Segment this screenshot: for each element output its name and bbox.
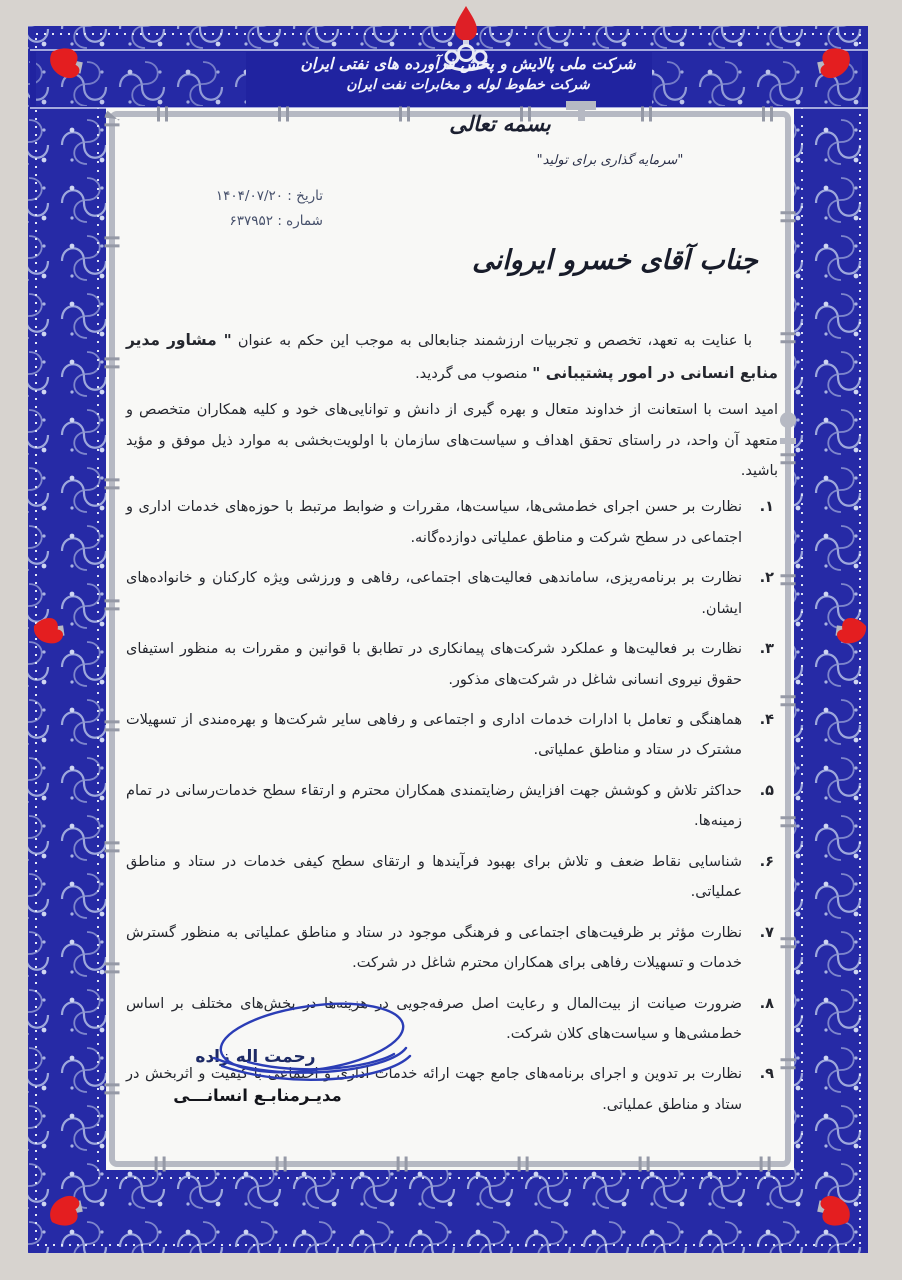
duty-text: نظارت مؤثر بر ظرفیت‌های اجتماعی و فرهنگی موجود در ستاد و مناطق عملیاتی به منظور گسترش خدمات و تسهیلات رفاهی برای همکاران محترم شاغل در شرکت. bbox=[126, 924, 742, 972]
duty-number: ۸. bbox=[759, 995, 774, 1012]
letterhead bbox=[58, 55, 878, 93]
duty-number: ۵. bbox=[759, 782, 774, 799]
duty-number: ۶. bbox=[759, 853, 774, 870]
date-label: تاریخ : bbox=[287, 188, 323, 204]
handwritten-signature bbox=[190, 1000, 440, 1096]
intro-after: منصوب می گردید. bbox=[415, 365, 533, 382]
duty-number: ۱. bbox=[759, 499, 774, 516]
duty-text: نظارت بر حسن اجرای خط‌مشی‌ها، سیاست‌ها، مقررات و ضوابط مرتبط با حوزه‌های خدمات اداری و اجتماعی در سطح شرکت و مناطق عملیاتی دوازده‌گانه. bbox=[126, 499, 742, 546]
hope-paragraph: امید است با استعانت از خداوند متعال و بهره گیری از دانش و توانایی‌های خود و کلیه همکاران متخصص و متعهد آن واحد، در راستای تحقق اهداف و سیاست‌های سازمان با اولویت‌بخشی به موارد ذیل موفق و مؤید باشید. bbox=[126, 402, 778, 479]
duty-item-4 bbox=[126, 705, 778, 766]
duty-number: ۳. bbox=[759, 641, 774, 658]
duty-text: شناسایی نقاط ضعف و تلاش برای بهبود فرآیندها و ارتقای سطح کیفی خدمات در ستاد و مناطق عملیاتی. bbox=[126, 853, 742, 901]
signer-name: رحمت اله زاده bbox=[195, 1047, 316, 1067]
pipe-valve-wheel bbox=[780, 412, 796, 428]
intro-before: با عنایت به تعهد، تخصص و تجربیات ارزشمند جنابعالی به موجب این حکم به عنوان bbox=[231, 333, 752, 349]
duty-item-6 bbox=[126, 847, 778, 908]
duty-text: نظارت بر فعالیت‌ها و عملکرد شرکت‌های پیمانکاری در تطابق با قوانین و مقررات به منظور استیفای حقوق نیروی انسانی شاغل در شرکت‌های مذکور. bbox=[126, 641, 742, 688]
addressee-name: جناب آقای خسرو ایروانی bbox=[472, 245, 758, 276]
duty-number: ۹. bbox=[759, 1066, 774, 1083]
duty-item-5 bbox=[126, 776, 778, 837]
duty-number: ۲. bbox=[759, 570, 774, 587]
duty-item-2 bbox=[126, 563, 778, 624]
duty-item-3 bbox=[126, 634, 778, 695]
duty-item-7 bbox=[126, 918, 778, 979]
besmeleh-calligraphy: بسمه تعالی bbox=[449, 112, 551, 136]
duty-text: نظارت بر تدوین و اجرای برنامه‌های جامع جهت ارائه خدمات اداری و اجتماعی با کیفیت و اثربخش در ستاد و مناطق عملیاتی. bbox=[126, 1066, 742, 1113]
intro-paragraph bbox=[126, 324, 778, 389]
appointment-title: " مشاور مدیر منابع انسانی در امور پشتیبانی " bbox=[126, 331, 778, 382]
company-name-line2: شرکت خطوط لوله و مخابرات نفت ایران bbox=[346, 77, 590, 93]
date-row bbox=[148, 188, 323, 204]
duty-text: ضرورت صیانت از بیت‌المال و رعایت اصل صرفه‌جویی در هزینه‌ها در بخش‌های مختلف بر اساس خط‌مشی‌ها و سیاست‌های کلان شرکت. bbox=[126, 995, 742, 1042]
date-value: ۱۴۰۴/۰۷/۲۰ bbox=[215, 188, 283, 204]
pipe-valve-fitting bbox=[566, 101, 596, 110]
duty-number: ۴. bbox=[759, 712, 774, 729]
duty-text: نظارت بر برنامه‌ریزی، ساماندهی فعالیت‌های اجتماعی، رفاهی و ورزشی ویژه کارکنان و خانواده‌های ایشان. bbox=[126, 570, 742, 617]
duty-item-1 bbox=[126, 492, 778, 553]
signer-title: مدیـرمنابـع انسانـــی bbox=[173, 1086, 342, 1105]
number-value: ۶۳۷۹۵۲ bbox=[229, 213, 274, 229]
company-name-line1: شرکت ملی پالایش و پخش فرآورده های نفتی ایران bbox=[300, 55, 636, 73]
duty-text: هماهنگی و تعامل با ادارات خدمات اداری و اجتماعی و رفاهی سایر شرکت‌ها و بهره‌مندی از تسهیلات مشترک در ستاد و مناطق عملیاتی. bbox=[126, 712, 742, 759]
slogan-text: "سرمایه گذاری برای تولید" bbox=[536, 153, 684, 168]
number-label: شماره : bbox=[277, 213, 323, 229]
duty-text: حداکثر تلاش و کوشش جهت افزایش رضایتمندی همکاران محترم و ارتقاء سطح خدمات‌رسانی در تمام زمینه‌ها. bbox=[126, 782, 742, 830]
letter-meta bbox=[148, 188, 323, 238]
number-row bbox=[148, 213, 323, 229]
duty-number: ۷. bbox=[759, 924, 774, 941]
